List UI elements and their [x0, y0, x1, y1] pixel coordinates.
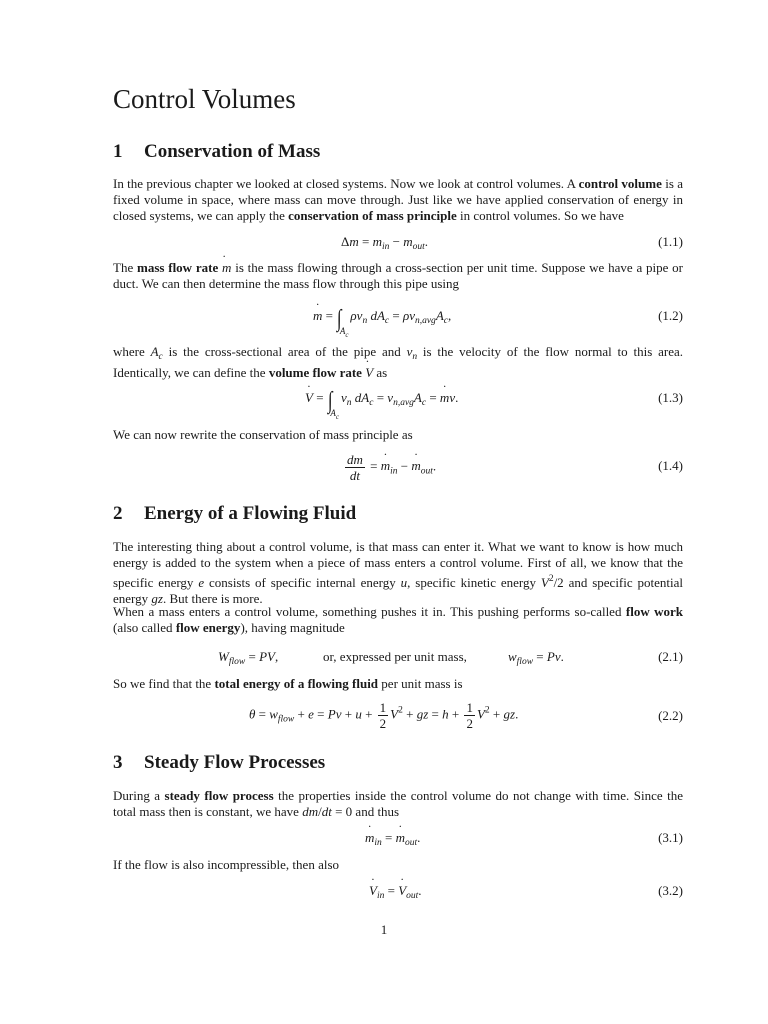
section-heading-1: [113, 140, 320, 164]
equation-number: (1.2): [658, 308, 683, 323]
equation-text: or, expressed per unit mass,: [323, 649, 467, 664]
equation-body: V $˙_{in} = V$ $˙_{out}$.: [369, 883, 422, 904]
equation-number: (2.2): [658, 708, 683, 723]
equation-number: (3.2): [658, 883, 683, 898]
section-number: 2: [113, 503, 123, 524]
paragraph: When a mass enters a control volume, something pushes it in. This pushing performs so-called flow work (also called flow energy), having magnitude: [113, 604, 684, 635]
paragraph: We can now rewrite the conservation of mass principle as: [113, 427, 413, 442]
section-title: Steady Flow Processes: [144, 752, 326, 773]
section-number: 1: [113, 141, 123, 162]
section-title: Conservation of Mass: [144, 141, 321, 162]
paragraph: In the previous chapter we looked at closed systems. Now we look at control volumes. A control volume is a fixed volume in space, where mass can move through. Just like we have applied conservation of energy in closed systems, we can apply the conservation of mass principle in control volumes. So we have: [113, 176, 683, 223]
equation-body: $\theta = w_{flow} + e = Pv + u$ + $\frac{1}{2}$ $V^2$ + gz = h + $\frac{1}{2}$ $V^2$ + gz.: [249, 700, 519, 731]
equation-number: (1.1): [658, 234, 683, 249]
paragraph: So we find that the total energy of a flowing fluid per unit mass is: [113, 676, 463, 691]
section-heading-2: [113, 502, 356, 526]
paragraph: where $A_c$ is the cross-sectional area of the pipe and $\nu_n$ is the velocity of the flow normal to this area. Identically, we can define the volume flow rate V ˙ as: [113, 344, 683, 381]
equation-number: (1.3): [658, 390, 683, 405]
equation-body: V ˙ = $\int_{A_c}\nu_n$ $dA_c = \nu_{n,avg}A_c = m$ ˙v.: [305, 390, 458, 425]
paragraph: The mass flow rate m ˙ is the mass flowing through a cross-section per unit time. Suppose we have a pipe or duct. We can then determine the mass flow through this pipe using: [113, 260, 683, 292]
equation-body: m ˙ = $\int_{A_c}\rho\nu_n$ $dA_c = \rho\nu_{n,avg}A_c$,: [313, 308, 451, 343]
page-title: Control Volumes: [113, 84, 296, 114]
paragraph: During a steady flow process the properties inside the control volume do not change with time. Since the total mass then is constant, we have dm/dt = 0 and thus: [113, 788, 683, 819]
section-heading-3: [113, 751, 325, 775]
equation-number: (2.1): [658, 649, 683, 664]
equation-body: $W_{flow}$ = PV,: [218, 649, 279, 667]
equation-number: (3.1): [658, 830, 683, 845]
page-number: 1: [380, 922, 388, 937]
equation-number: (1.4): [658, 458, 683, 473]
paragraph: The interesting thing about a control volume, is that mass can enter it. What we want to know is how much energy is added to the system when a piece of mass enters a control volume. First of all, we know that the specific energy e consists of specific internal energy u, specific kinetic energy $V^2/2$ and specific potential energy gz. But there is more.: [113, 539, 684, 606]
equation-body: $w_{flow} = Pv$.: [508, 649, 564, 667]
equation-body: $\frac{dm}{dt}$ = m $˙_{in} - m$ $˙_{out}$.: [343, 452, 436, 483]
paragraph: If the flow is also incompressible, then also: [113, 857, 340, 872]
section-title: Energy of a Flowing Fluid: [144, 503, 357, 524]
equation-body: $\Delta m = m_{in} - m_{out}$.: [341, 234, 429, 252]
equation-body: m $˙_{in} = m$ $˙_{out}$.: [365, 830, 420, 851]
section-number: 3: [113, 752, 123, 773]
